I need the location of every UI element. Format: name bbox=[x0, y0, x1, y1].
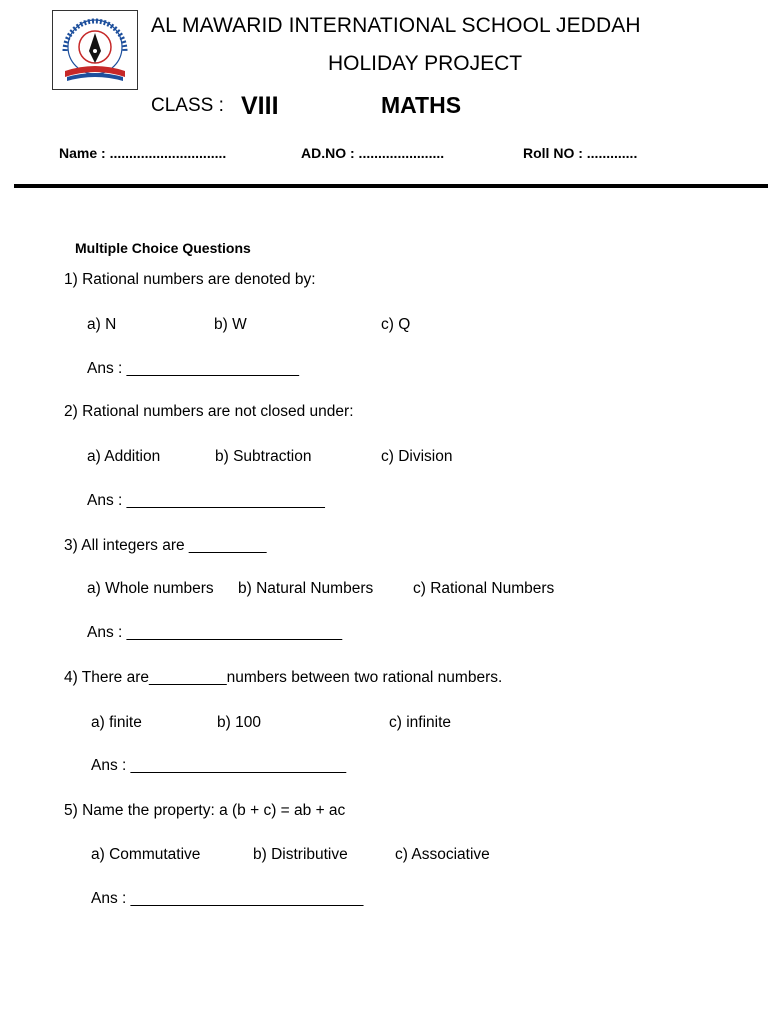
question-5: 5) Name the property: a (b + c) = ab + ac bbox=[64, 802, 346, 819]
question-1-option-c: c) Q bbox=[381, 316, 411, 333]
question-1: 1) Rational numbers are denoted by: bbox=[64, 271, 316, 288]
question-5-option-a: a) Commutative bbox=[91, 846, 201, 863]
question-4-answer-line[interactable]: Ans : _________________________ bbox=[91, 757, 347, 774]
header-divider bbox=[14, 184, 768, 188]
question-4-option-c: c) infinite bbox=[389, 714, 452, 731]
section-title: Multiple Choice Questions bbox=[75, 240, 251, 256]
question-3: 3) All integers are _________ bbox=[64, 537, 267, 554]
project-title: HOLIDAY PROJECT bbox=[328, 52, 523, 75]
question-2-option-a: a) Addition bbox=[87, 448, 161, 465]
question-2-option-b: b) Subtraction bbox=[215, 448, 312, 465]
name-field[interactable]: Name : .............................. bbox=[59, 145, 227, 161]
question-2-option-c: c) Division bbox=[381, 448, 453, 465]
question-1-option-a: a) N bbox=[87, 316, 117, 333]
class-label: CLASS : bbox=[151, 95, 224, 116]
question-2: 2) Rational numbers are not closed under: bbox=[64, 403, 354, 420]
question-4-option-a: a) finite bbox=[91, 714, 142, 731]
class-value: VIII bbox=[241, 92, 279, 120]
question-5-answer-line[interactable]: Ans : ___________________________ bbox=[91, 890, 364, 907]
question-4-option-b: b) 100 bbox=[217, 714, 261, 731]
question-3-option-a: a) Whole numbers bbox=[87, 580, 214, 597]
school-crest-icon bbox=[53, 11, 137, 89]
question-5-option-b: b) Distributive bbox=[253, 846, 348, 863]
question-1-option-b: b) W bbox=[214, 316, 247, 333]
question-1-answer-line[interactable]: Ans : ____________________ bbox=[87, 360, 300, 377]
question-2-answer-line[interactable]: Ans : _______________________ bbox=[87, 492, 325, 509]
question-5-option-c: c) Associative bbox=[395, 846, 490, 863]
question-3-option-c: c) Rational Numbers bbox=[413, 580, 555, 597]
question-4: 4) There are_________numbers between two rational numbers. bbox=[64, 669, 503, 686]
admission-number-field[interactable]: AD.NO : ...................... bbox=[301, 145, 445, 161]
roll-number-field[interactable]: Roll NO : ............. bbox=[523, 145, 638, 161]
subject-title: MATHS bbox=[381, 92, 462, 118]
school-logo bbox=[52, 10, 138, 90]
school-name: AL MAWARID INTERNATIONAL SCHOOL JEDDAH bbox=[151, 14, 641, 37]
question-3-answer-line[interactable]: Ans : _________________________ bbox=[87, 624, 343, 641]
question-3-option-b: b) Natural Numbers bbox=[238, 580, 374, 597]
